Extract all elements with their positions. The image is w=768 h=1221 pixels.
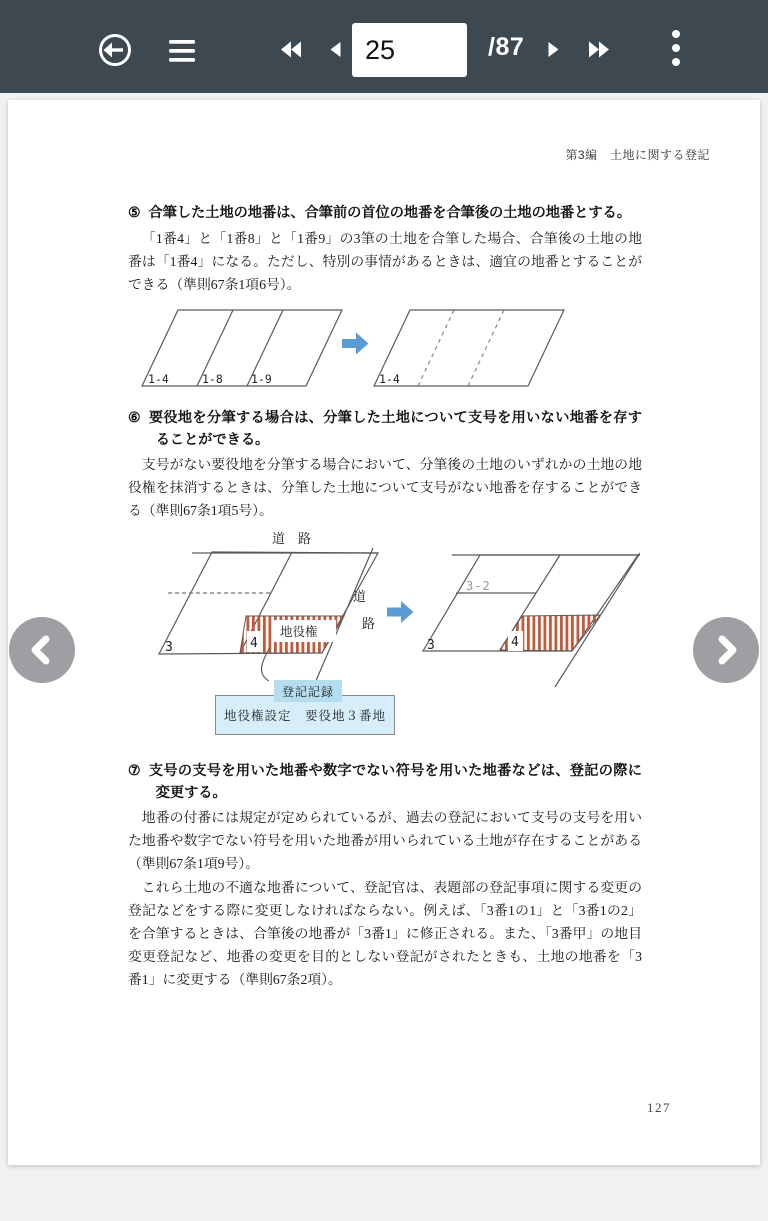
section-6-number: ⑥: [128, 410, 142, 426]
section-6-heading-text: 要役地を分筆する場合は、分筆した土地について支号を用いない地番を存することができる。: [148, 410, 642, 449]
total-pages-label: /87: [488, 33, 525, 61]
parcel-group-before: [142, 310, 342, 386]
page-number: 127: [647, 1100, 671, 1115]
parcel-label: 1-4: [148, 372, 169, 386]
parcel-label: 1-4: [379, 372, 400, 386]
page-number-input[interactable]: [352, 23, 467, 77]
section-5-number: ⑤: [128, 205, 141, 221]
section-7-body-2: これら土地の不適な地番について、登記官は、表題部の登記事項に関する変更の登記などをする際に変更しなければならない。例えば、「3番1の1」と「3番1の2」を合筆するときは、合筆後の地番が「3番1」に修正される。また、「3番甲」の地目変更登記など、地番の変更を目的としない登記がされたときも、土地の地番を「3番1」に変更する（準則67条2項）。: [128, 879, 642, 988]
section-5-body: 「1番4」と「1番8」と「1番9」の3筆の土地を合筆した場合、合筆後の土地の地番は「1番4」になる。ただし、特別の事情があるときは、適宜の地番とすることができる（準則67条1項6号）。: [128, 231, 642, 293]
parcel-3-label: 3: [165, 640, 173, 655]
chevron-left-circle-icon: [25, 633, 59, 667]
hamburger-icon: [168, 40, 196, 62]
kebab-menu-icon: [668, 29, 684, 73]
double-chevron-left-icon: [280, 41, 302, 58]
road-side-lower-label: 路: [362, 616, 376, 631]
last-page-button[interactable]: [588, 41, 610, 58]
back-arrow-circle-icon: [97, 32, 133, 68]
record-entry-box: 地役権設定 要役地３番地: [215, 695, 395, 735]
pdf-toolbar: [0, 0, 768, 93]
new-parcel-label: 3-2: [466, 579, 491, 593]
first-page-button[interactable]: [280, 41, 302, 58]
parcel-group-after: [374, 310, 564, 386]
parcel-3-after-label: 3: [427, 638, 435, 653]
prev-page-overlay-button[interactable]: [9, 617, 75, 683]
section-7-heading: [128, 760, 642, 805]
easement-arrow-icon: [387, 601, 414, 623]
menu-button[interactable]: [168, 40, 196, 62]
parcel-label: 1-8: [202, 372, 223, 386]
road-top-label: 道 路: [272, 531, 312, 546]
prev-page-button[interactable]: [330, 42, 341, 57]
section-7-number: ⑦: [128, 763, 142, 779]
section-6-heading: [128, 407, 642, 452]
back-button[interactable]: [97, 32, 133, 68]
chevron-right-icon: [548, 42, 559, 57]
more-options-button[interactable]: [668, 29, 684, 73]
section-7-body-1: 地番の付番には規定が定められているが、過去の登記において支号の支号を用いた地番や数字でない符号を用いた地番が用いられている土地が存在することがある（準則67条1項9号）。: [128, 810, 642, 872]
double-chevron-right-icon: [588, 41, 610, 58]
chevron-right-circle-icon: [709, 633, 743, 667]
merge-figure: [120, 302, 640, 404]
easement-figure: [120, 525, 640, 760]
section-5-heading-text: 合筆した土地の地番は、合筆前の首位の地番を合筆後の土地の地番とする。: [148, 205, 631, 221]
section-6-body: 支号がない要役地を分筆する場合において、分筆後の土地のいずれかの土地の地役権を抹消するときは、分筆した土地について支号がない地番を存することができる（準則67条1項5号）。: [128, 457, 642, 519]
next-page-button[interactable]: [548, 42, 559, 57]
easement-area-label: 地役権: [280, 625, 318, 639]
parcel-4-after-label: 4: [511, 635, 519, 650]
chevron-left-icon: [330, 42, 341, 57]
running-header: 第3編 土地に関する登記: [565, 148, 710, 162]
merge-arrow-icon: [342, 333, 369, 355]
section-7-heading-text: 支号の支号を用いた地番や数字でない符号を用いた地番などは、登記の際に変更する。: [148, 763, 642, 802]
section-5-heading: [128, 202, 642, 224]
parcel-4-label: 4: [250, 636, 258, 651]
document-page: [8, 100, 760, 1165]
road-side-upper-label: 道: [353, 589, 367, 604]
parcel-label: 1-9: [251, 372, 272, 386]
next-page-overlay-button[interactable]: [693, 617, 759, 683]
record-title-tab: 登記記録: [274, 680, 342, 702]
